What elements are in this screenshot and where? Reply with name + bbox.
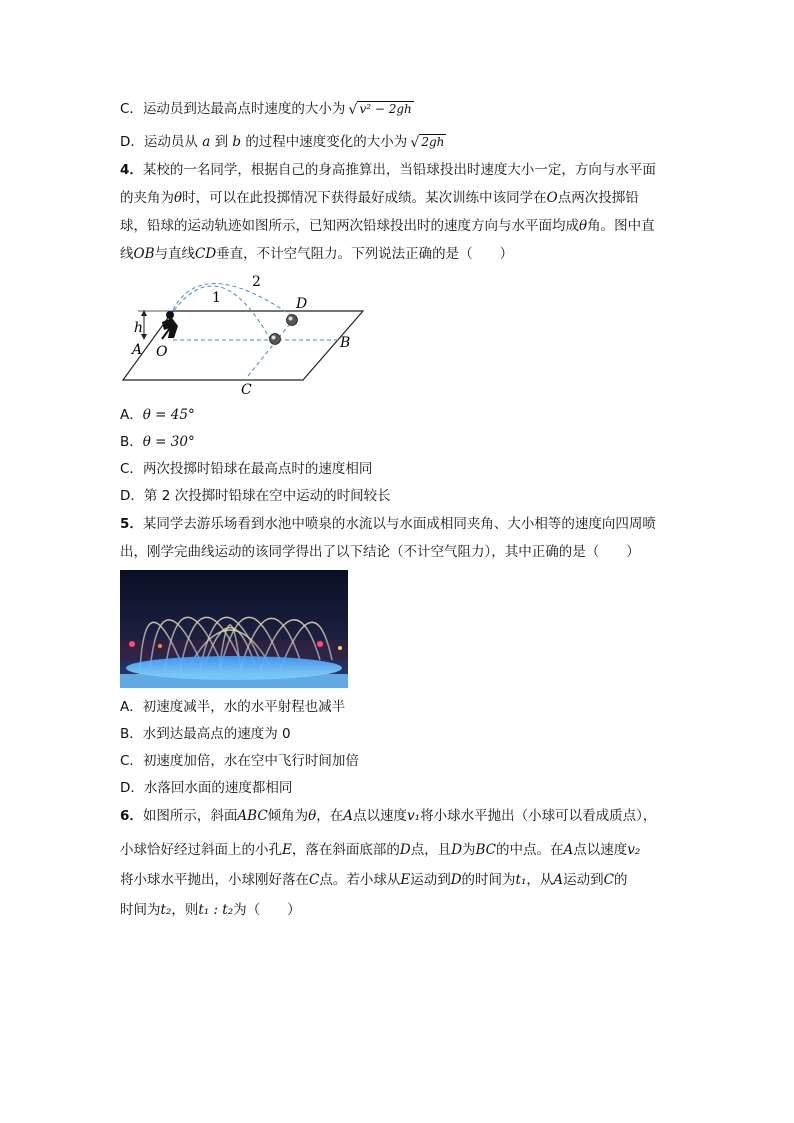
var-c: C	[603, 872, 614, 888]
stem-text: 的中点。在	[496, 842, 564, 858]
option-text: 初速度加倍，水在空中飞行时间加倍	[142, 753, 359, 769]
var-ratio: t₁ : t₂	[198, 902, 234, 918]
var-v2: v₂	[627, 842, 641, 858]
var-bc: BC	[475, 842, 497, 858]
stem-text: 点。若小球从	[319, 872, 401, 888]
var-e: E	[282, 842, 292, 858]
stem-text: 倾角为	[267, 808, 309, 824]
stem-text: 为	[462, 842, 476, 858]
option-text: θ = 30°	[142, 434, 195, 450]
var-a: A	[563, 842, 574, 858]
athlete-icon	[162, 311, 178, 339]
var-t2: t₂	[160, 902, 172, 918]
option-label: A．	[120, 699, 143, 715]
var-c: C	[309, 872, 320, 888]
var-cd: CD	[195, 246, 217, 262]
option-label: B．	[120, 434, 143, 450]
ball-2	[287, 315, 298, 326]
option-text: θ = 45°	[142, 407, 195, 423]
option-text: 运动员从	[143, 134, 198, 150]
ball-1	[270, 334, 281, 345]
stem-text: 将小球水平抛出（小球可以看成质点），	[420, 808, 657, 824]
stem-text: 角。图中直	[587, 218, 655, 234]
fountain-photo-illustration	[120, 570, 348, 688]
option-label: C．	[120, 101, 143, 117]
q5-option-a	[120, 697, 345, 717]
option-text: 两次投掷时铅球在最高点时的速度相同	[142, 461, 373, 477]
var-a: a	[202, 134, 211, 150]
option-label: B．	[120, 726, 143, 742]
var-b: b	[232, 134, 242, 150]
var-theta: θ	[579, 218, 588, 234]
var-t1: t₁	[515, 872, 527, 888]
label-d: D	[296, 296, 308, 312]
stem-text: 球，铅球的运动轨迹如图所示，已知两次铅球投出时的速度方向与水平面均成	[120, 218, 579, 234]
q5-option-b	[120, 724, 291, 744]
q4-stem-line-3	[120, 216, 655, 236]
stem-text: 点以速度	[353, 808, 408, 824]
shot-put-diagram	[118, 266, 368, 400]
var-d: D	[451, 842, 463, 858]
question-number: 4．	[120, 162, 143, 178]
question-number: 6．	[120, 808, 143, 824]
label-b: B	[340, 335, 351, 351]
option-label: A．	[120, 407, 143, 423]
stem-text: 垂直，不计空气阻力。下列说法正确的是（ ）	[216, 246, 514, 262]
stem-text: 小球恰好经过斜面上的小孔	[120, 842, 282, 858]
var-o: O	[546, 190, 558, 206]
stem-text: 的	[613, 872, 628, 888]
q4-option-d	[120, 486, 391, 506]
q4-stem-line-4	[120, 244, 513, 264]
q4-stem-line-2	[120, 188, 639, 208]
var-ob: OB	[133, 246, 155, 262]
q4-option-a	[120, 405, 195, 425]
stem-text: 运动到	[563, 872, 604, 888]
q6-stem-line-1	[120, 806, 656, 826]
option-text: 的过程中速度变化的大小为	[245, 134, 408, 150]
stem-text: 如图所示，斜面	[142, 808, 238, 824]
stem-text: 将小球水平抛出，小球刚好落在	[120, 872, 309, 888]
sqrt-formula: √ v² − 2gh	[348, 102, 412, 118]
ball-2-highlight	[289, 317, 293, 321]
q5-option-d	[120, 778, 292, 798]
q5-stem-line-1	[120, 514, 656, 534]
option-label: D．	[120, 780, 144, 796]
label-a: A	[132, 342, 143, 358]
stem-text: 的夹角为	[120, 190, 174, 206]
q5-option-c	[120, 751, 359, 771]
option-text: 水落回水面的速度都相同	[143, 780, 293, 796]
formula-radicand: v² − 2gh	[359, 102, 412, 116]
label-2: 2	[252, 274, 261, 290]
stem-text: 为（ ）	[233, 902, 301, 918]
fountain-photo	[120, 570, 348, 688]
stem-text: 点，且	[410, 842, 452, 858]
sqrt-formula: √ 2gh	[410, 135, 445, 151]
option-label: D．	[120, 488, 144, 504]
formula-radicand: 2gh	[421, 135, 445, 149]
q6-stem-line-2	[120, 840, 640, 860]
var-a: A	[343, 808, 354, 824]
var-a: A	[553, 872, 564, 888]
q6-stem-line-3	[120, 870, 627, 890]
label-o: O	[156, 344, 168, 360]
var-theta: θ	[308, 808, 317, 824]
var-theta: θ	[174, 190, 183, 206]
question-number: 5．	[120, 516, 143, 532]
stem-text: 运动到	[410, 872, 451, 888]
stem-text: 某同学去游乐场看到水池中喷泉的水流以与水面成相同夹角、大小相等的速度向四周喷	[142, 516, 656, 532]
q3-option-c	[120, 99, 414, 119]
option-label: C．	[120, 461, 143, 477]
option-text: 初速度减半，水的水平射程也减半	[142, 699, 346, 715]
var-d: D	[399, 842, 411, 858]
stem-text: 与直线	[154, 246, 195, 262]
stem-text: 出，刚学完曲线运动的该同学得出了以下结论（不计空气阻力），其中正确的是（ ）	[120, 544, 640, 560]
option-text: 水到达最高点的速度为 0	[142, 726, 291, 742]
q4-stem-line-1	[120, 160, 656, 180]
stem-text: ，落在斜面底部的	[291, 842, 400, 858]
option-text: 到	[214, 134, 229, 150]
var-e: E	[400, 872, 411, 888]
stem-text: 的时间为	[461, 872, 516, 888]
q5-stem-line-2	[120, 542, 640, 562]
stem-text: 点以速度	[573, 842, 628, 858]
q3-option-d	[120, 132, 446, 152]
stem-text: 点两次投掷铅	[557, 190, 639, 206]
stem-text: ，则	[171, 902, 199, 918]
var-d: D	[450, 872, 462, 888]
label-c: C	[241, 382, 252, 398]
option-label: C．	[120, 753, 143, 769]
label-h: h	[134, 320, 144, 336]
stem-text: ，在	[316, 808, 344, 824]
q4-option-b	[120, 432, 195, 452]
option-text: 第 2 次投掷时铅球在空中运动的时间较长	[143, 488, 391, 504]
stem-text: 某校的一名同学，根据自己的身高推算出，当铅球投出时速度大小一定，方向与水平面	[142, 162, 656, 178]
stem-text: 线	[120, 246, 134, 262]
stem-text: 时，可以在此投掷情况下获得最好成绩。某次训练中该同学在	[182, 190, 547, 206]
stem-text: 时间为	[120, 902, 161, 918]
var-abc: ABC	[237, 808, 268, 824]
q6-stem-line-4	[120, 900, 301, 920]
ball-1-highlight	[272, 336, 276, 340]
line-cd	[248, 320, 293, 376]
option-label: D．	[120, 134, 144, 150]
label-1: 1	[212, 290, 221, 306]
option-text: 运动员到达最高点时速度的大小为	[142, 101, 346, 117]
q4-option-c	[120, 459, 372, 479]
var-v1: v₁	[407, 808, 421, 824]
stem-text: ，从	[526, 872, 554, 888]
